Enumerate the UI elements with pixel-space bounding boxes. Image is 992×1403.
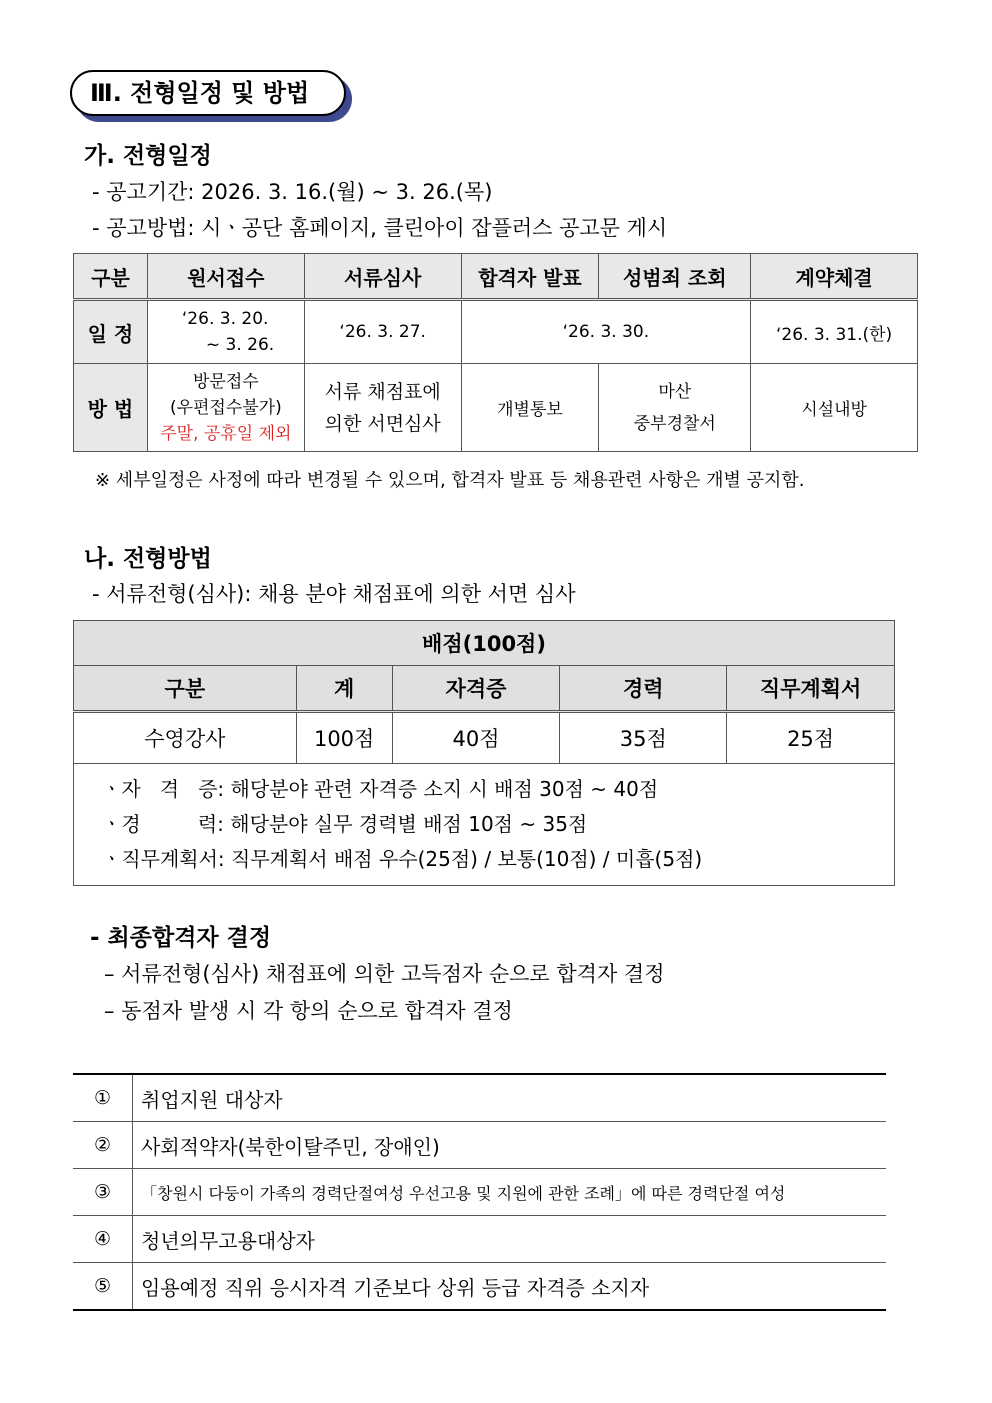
announcement-method: - 공고방법: 시ㆍ공단 홈페이지, 클린아이 잡플러스 공고문 게시 (92, 216, 668, 240)
application-method-visit: 방문접수 (192, 371, 259, 392)
application-date-end: ~ 3. 26. (205, 335, 275, 355)
score-header-row (74, 666, 895, 712)
score-cell: 40점 (392, 712, 560, 764)
schedule-header: 계약체결 (751, 254, 918, 300)
crime-check-method (599, 364, 751, 452)
score-header: 구분 (74, 666, 297, 712)
application-date-start: ‘26. 3. 20. (181, 309, 269, 329)
priority-row (73, 1169, 886, 1216)
priority-number: ② (73, 1122, 133, 1169)
review-method (304, 364, 461, 452)
subsection-heading-schedule: 가. 전형일정 (84, 143, 212, 169)
application-date (147, 300, 304, 364)
score-note-plan: ㆍ직무계획서: 직무계획서 배점 우수(25점) / 보통(10점) / 미흡(5점) (102, 847, 703, 871)
schedule-header: 구분 (74, 254, 148, 300)
announcement-date: ‘26. 3. 30. (461, 300, 751, 364)
contract-method: 시설내방 (751, 364, 918, 452)
row-label-method: 방 법 (74, 364, 148, 452)
document-review-line: - 서류전형(심사): 채용 분야 채점표에 의한 서면 심사 (92, 582, 576, 606)
application-method-exclusion: 주말, 공휴일 제외 (160, 423, 292, 444)
priority-row (73, 1263, 886, 1311)
score-cell: 100점 (296, 712, 392, 764)
priority-row (73, 1122, 886, 1169)
priority-number: ④ (73, 1216, 133, 1263)
priority-number: ③ (73, 1169, 133, 1216)
schedule-header: 서류심사 (304, 254, 461, 300)
final-decision-line2: – 동점자 발생 시 각 항의 순으로 합격자 결정 (104, 999, 513, 1023)
review-method-line2: 의한 서면심사 (324, 412, 441, 435)
section-title-box (70, 70, 354, 124)
section-title: Ⅲ. 전형일정 및 방법 (70, 70, 346, 116)
schedule-header: 성범죄 조회 (599, 254, 751, 300)
final-decision-line1: – 서류전형(심사) 채점표에 의한 고득점자 순으로 합격자 결정 (104, 962, 665, 986)
subsection-heading-method: 나. 전형방법 (84, 546, 212, 572)
score-cell: 25점 (727, 712, 895, 764)
score-notes (74, 764, 895, 886)
schedule-table (73, 253, 918, 452)
tie-priority-table (73, 1073, 886, 1311)
announcement-method-cell: 개별통보 (461, 364, 599, 452)
score-header: 계 (296, 666, 392, 712)
schedule-header-row (74, 254, 918, 300)
score-header: 자격증 (392, 666, 560, 712)
score-row (74, 712, 895, 764)
final-decision-heading: - 최종합격자 결정 (90, 925, 272, 951)
review-date: ‘26. 3. 27. (304, 300, 461, 364)
row-label-schedule: 일 정 (74, 300, 148, 364)
score-note-certificate: ㆍ자 격 증: 해당분야 관련 자격증 소지 시 배점 30점 ~ 40점 (102, 777, 659, 801)
crime-check-method-line2: 중부경찰서 (633, 413, 716, 434)
priority-number: ⑤ (73, 1263, 133, 1311)
score-cell: 35점 (560, 712, 727, 764)
score-note-career: ㆍ경 력: 해당분야 실무 경력별 배점 10점 ~ 35점 (102, 812, 588, 836)
priority-text: 청년의무고용대상자 (133, 1216, 887, 1263)
application-method-no-mail: (우편접수불가) (169, 397, 282, 418)
contract-date: ‘26. 3. 31.(한) (751, 300, 918, 364)
priority-text: 사회적약자(북한이탈주민, 장애인) (133, 1122, 887, 1169)
schedule-header: 원서접수 (147, 254, 304, 300)
score-header: 직무계획서 (727, 666, 895, 712)
priority-number: ① (73, 1074, 133, 1122)
priority-text: 취업지원 대상자 (133, 1074, 887, 1122)
priority-text: 임용예정 직위 응시자격 기준보다 상위 등급 자격증 소지자 (133, 1263, 887, 1311)
crime-check-method-line1: 마산 (658, 381, 692, 402)
schedule-note: ※ 세부일정은 사정에 따라 변경될 수 있으며, 합격자 발표 등 채용관련 사항은 개별 공지함. (95, 470, 805, 491)
application-method (147, 364, 304, 452)
priority-row (73, 1074, 886, 1122)
score-table (73, 620, 895, 886)
score-header: 경력 (560, 666, 727, 712)
score-table-title: 배점(100점) (74, 621, 895, 666)
schedule-header: 합격자 발표 (461, 254, 599, 300)
priority-text: 「창원시 다둥이 가족의 경력단절여성 우선고용 및 지원에 관한 조례」에 따른 경력단절 여성 (133, 1169, 887, 1216)
review-method-line1: 서류 채점표에 (324, 380, 441, 403)
schedule-row-dates (74, 300, 918, 364)
priority-row (73, 1216, 886, 1263)
schedule-row-methods (74, 364, 918, 452)
announcement-period: - 공고기간: 2026. 3. 16.(월) ~ 3. 26.(목) (92, 180, 493, 204)
score-cell: 수영강사 (74, 712, 297, 764)
